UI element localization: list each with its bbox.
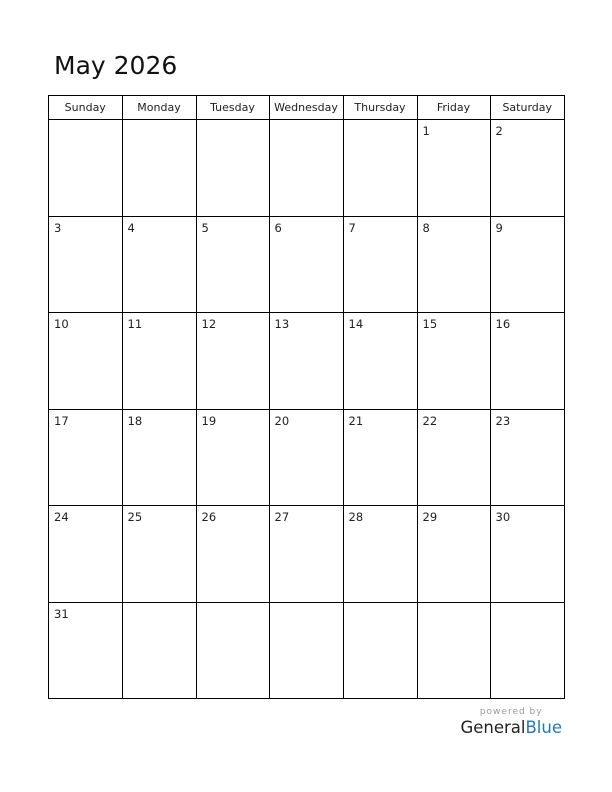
day-number: 12	[201, 317, 217, 331]
day-number	[49, 120, 122, 124]
day-number	[197, 603, 269, 607]
day-cell	[343, 602, 417, 699]
day-number: 18	[127, 413, 143, 428]
day-number: 14	[348, 317, 364, 331]
day-cell	[417, 506, 490, 603]
day-cell	[49, 602, 123, 699]
calendar-grid	[48, 95, 565, 699]
day-number: 7	[348, 220, 356, 235]
day-number: 22	[422, 413, 438, 428]
day-cell	[343, 506, 417, 603]
day-number: 13	[274, 317, 290, 331]
week-row	[49, 409, 565, 506]
day-cell	[122, 409, 196, 506]
day-number	[197, 120, 269, 124]
day-cell	[490, 313, 565, 410]
day-cell	[490, 506, 565, 603]
day-number: 31	[54, 606, 69, 621]
day-cell	[49, 120, 123, 217]
weekday-friday: Friday	[417, 96, 490, 120]
day-number: 4	[127, 220, 135, 235]
day-cell	[269, 409, 343, 506]
day-number: 17	[54, 413, 69, 428]
day-number: 10	[54, 317, 69, 331]
day-number: 24	[54, 510, 69, 524]
day-number: 25	[127, 510, 143, 524]
brand-general: General	[460, 718, 526, 737]
day-cell	[196, 216, 269, 313]
day-number: 23	[495, 413, 511, 428]
day-cell	[490, 120, 565, 217]
day-number	[344, 120, 417, 124]
day-cell	[122, 506, 196, 603]
week-row	[49, 313, 565, 410]
day-cell	[196, 602, 269, 699]
day-number: 2	[495, 124, 503, 138]
day-number	[418, 603, 490, 607]
day-cell	[490, 216, 565, 313]
day-number: 15	[422, 317, 438, 331]
week-row	[49, 216, 565, 313]
day-cell	[269, 602, 343, 699]
week-row	[49, 120, 565, 217]
day-cell	[196, 120, 269, 217]
week-row	[49, 602, 565, 699]
weekday-header-row	[49, 96, 565, 120]
page-title: May 2026	[54, 51, 178, 80]
day-number: 3	[54, 220, 62, 235]
day-cell	[269, 120, 343, 217]
day-cell	[49, 409, 123, 506]
powered-by-footer	[460, 707, 562, 738]
day-cell	[196, 506, 269, 603]
day-cell	[343, 409, 417, 506]
day-number: 21	[348, 413, 364, 428]
day-number: 19	[201, 413, 217, 428]
day-number: 5	[201, 220, 209, 235]
day-cell	[269, 216, 343, 313]
day-cell	[196, 313, 269, 410]
weekday-tuesday: Tuesday	[196, 96, 269, 120]
day-number: 9	[495, 220, 503, 235]
day-cell	[122, 313, 196, 410]
day-cell	[343, 216, 417, 313]
brand-blue: Blue	[525, 718, 562, 737]
day-number	[344, 603, 417, 607]
day-cell	[122, 120, 196, 217]
week-row	[49, 506, 565, 603]
day-cell	[490, 409, 565, 506]
day-number: 28	[348, 510, 364, 524]
day-number	[491, 603, 565, 607]
day-number	[270, 603, 343, 607]
day-cell	[417, 313, 490, 410]
day-number: 1	[422, 124, 430, 138]
day-number	[270, 120, 343, 124]
weekday-monday: Monday	[122, 96, 196, 120]
day-number	[123, 603, 196, 607]
day-cell	[490, 602, 565, 699]
day-number: 27	[274, 510, 290, 524]
day-number: 11	[127, 317, 143, 331]
day-cell	[343, 313, 417, 410]
day-cell	[122, 602, 196, 699]
brand-logo[interactable]	[460, 718, 562, 738]
day-number	[123, 120, 196, 124]
weekday-thursday: Thursday	[343, 96, 417, 120]
day-number: 30	[495, 510, 511, 524]
day-number: 6	[274, 220, 282, 235]
day-number: 16	[495, 317, 511, 331]
day-cell	[49, 506, 123, 603]
weekday-sunday: Sunday	[49, 96, 123, 120]
day-cell	[343, 120, 417, 217]
day-number: 20	[274, 413, 290, 428]
day-cell	[196, 409, 269, 506]
day-number: 29	[422, 510, 438, 524]
weekday-wednesday: Wednesday	[269, 96, 343, 120]
day-cell	[122, 216, 196, 313]
day-cell	[269, 313, 343, 410]
day-cell	[417, 602, 490, 699]
day-cell	[417, 120, 490, 217]
day-cell	[269, 506, 343, 603]
day-number: 8	[422, 220, 430, 235]
day-cell	[49, 216, 123, 313]
weekday-saturday: Saturday	[490, 96, 565, 120]
day-cell	[417, 216, 490, 313]
day-cell	[49, 313, 123, 410]
day-number: 26	[201, 510, 217, 524]
powered-by-label: powered by	[479, 707, 543, 717]
day-cell	[417, 409, 490, 506]
